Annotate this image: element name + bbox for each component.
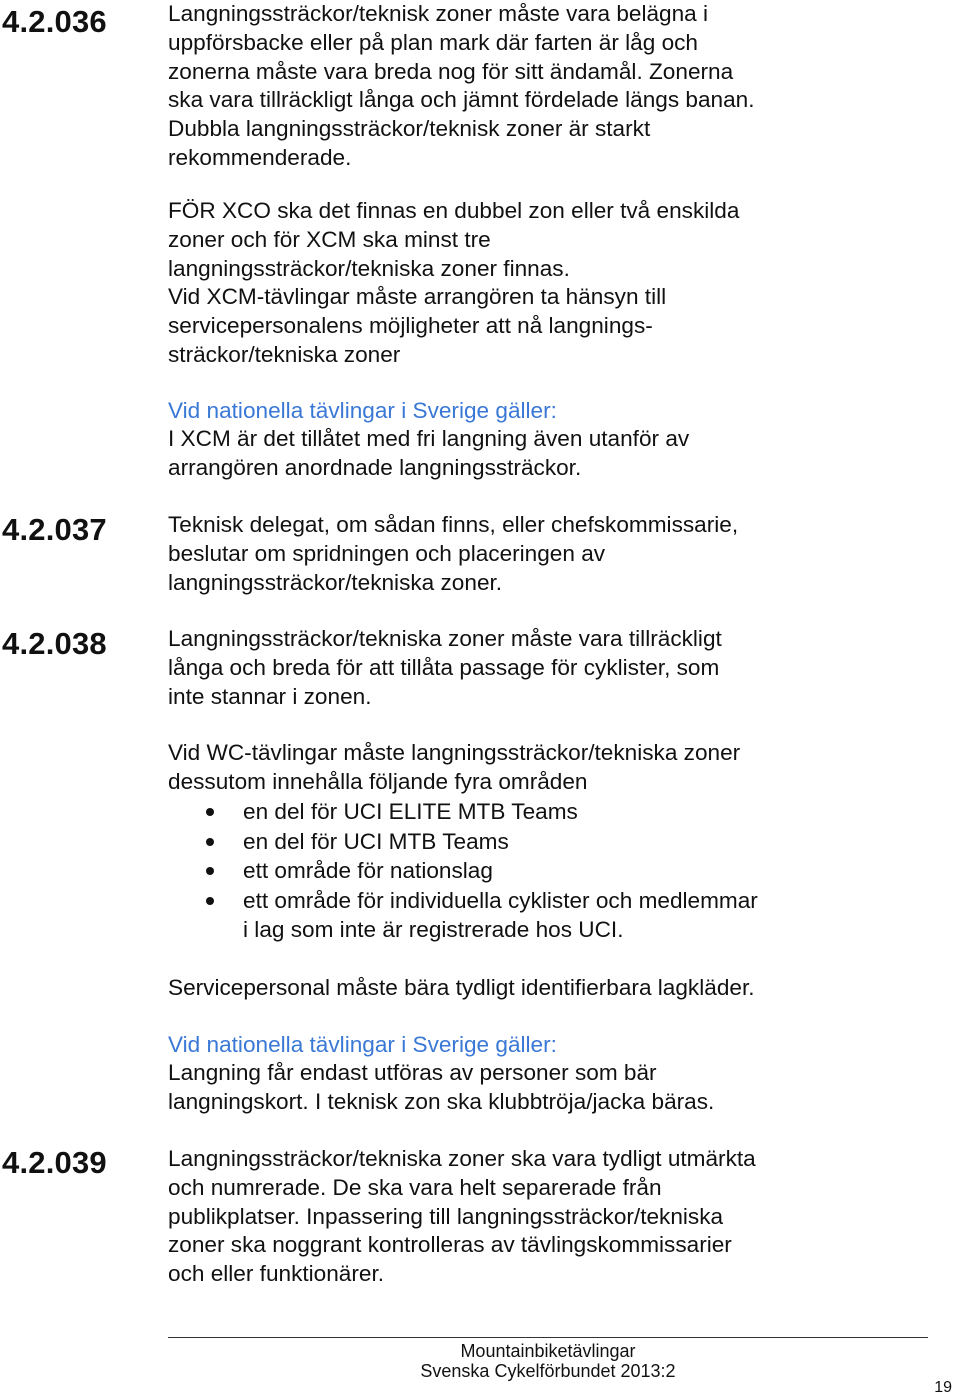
text-line: langningssträckor/tekniska zoner finnas.: [168, 255, 570, 281]
text-line: inte stannar i zonen.: [168, 683, 372, 709]
list-item: [168, 827, 868, 857]
section-number: 4.2.038: [2, 626, 107, 661]
section-number: 4.2.036: [2, 4, 107, 39]
text-line: zonerna måste vara breda nog för sitt ändamål. Zonerna: [168, 58, 734, 84]
text-line: och numrerade. De ska vara helt separerade från: [168, 1174, 662, 1200]
paragraph: [168, 1145, 868, 1289]
text-line: Servicepersonal måste bära tydligt identifierbara lagkläder.: [168, 975, 755, 1000]
text-line: Dubbla langningssträckor/teknisk zoner är starkt: [168, 116, 651, 142]
text-line: Langning får endast utföras av personer som bär: [168, 1060, 657, 1085]
text-line: arrangören anordnade langningssträckor.: [168, 454, 582, 480]
text-line: en del för UCI MTB Teams: [243, 828, 509, 854]
paragraph: [168, 197, 868, 370]
bullet-icon: [206, 808, 214, 816]
text-line: dessutom innehålla följande fyra områden: [168, 768, 588, 794]
text-line: ett område för nationslag: [243, 858, 493, 883]
national-rules-heading: Vid nationella tävlingar i Sverige gäller:: [168, 1032, 557, 1057]
text-line: zoner ska noggrant kontrolleras av tävlingskommissarier: [168, 1232, 732, 1258]
list-item: [168, 797, 868, 827]
list-item: [168, 856, 868, 886]
paragraph: [168, 739, 868, 797]
text-line: långa och breda för att tillåta passage för cyklister, som: [168, 654, 720, 680]
bullet-list: [168, 797, 868, 945]
text-line: uppförsbacke eller på plan mark där farten är låg och: [168, 29, 698, 55]
text-line: beslutar om spridningen och placeringen av: [168, 540, 606, 566]
text-line: I XCM är det tillåtet med fri langning även utanför av: [168, 426, 690, 451]
text-line: Langningssträckor/teknisk zoner måste vara belägna i: [168, 1, 709, 26]
paragraph: [168, 974, 868, 1003]
text-line: Vid WC-tävlingar måste langningssträckor/tekniska zoner: [168, 740, 741, 765]
section-number: 4.2.039: [2, 1145, 107, 1180]
footer-publisher: Svenska Cykelförbundet 2013:2: [420, 1361, 676, 1381]
footer-title: Mountainbiketävlingar: [460, 1341, 636, 1361]
bullet-icon: [206, 897, 214, 905]
text-line: Langningssträckor/tekniska zoner måste vara tillräckligt: [168, 626, 722, 651]
paragraph: [168, 1059, 868, 1117]
text-line: Teknisk delegat, om sådan finns, eller chefskommissarie,: [168, 512, 739, 537]
footer-divider: [168, 1337, 928, 1338]
section-number: 4.2.037: [2, 512, 107, 547]
text-line: langningskort. I teknisk zon ska klubbtröja/jacka bäras.: [168, 1088, 715, 1114]
paragraph: [168, 0, 868, 173]
page-number: 19: [934, 1379, 952, 1396]
national-rules-heading: Vid nationella tävlingar i Sverige gäller:: [168, 398, 557, 423]
text-line: en del för UCI ELITE MTB Teams: [243, 799, 578, 824]
text-line: publikplatser. Inpassering till langningssträckor/tekniska: [168, 1203, 724, 1229]
text-line: Langningssträckor/tekniska zoner ska vara tydligt utmärkta: [168, 1146, 756, 1171]
text-line: Vid XCM-tävlingar måste arrangören ta hänsyn till: [168, 284, 667, 310]
bullet-icon: [206, 838, 214, 846]
text-line: ska vara tillräckligt långa och jämnt fördelade längs banan.: [168, 87, 755, 113]
text-line: zoner och för XCM ska minst tre: [168, 226, 491, 252]
list-item: [168, 886, 868, 945]
paragraph: [168, 425, 868, 483]
text-line: sträckor/tekniska zoner: [168, 341, 401, 367]
text-line: och eller funktionärer.: [168, 1261, 385, 1287]
text-line: FÖR XCO ska det finnas en dubbel zon eller två enskilda: [168, 198, 740, 223]
bullet-icon: [206, 867, 214, 875]
text-line: langningssträckor/tekniska zoner.: [168, 569, 503, 595]
text-line: rekommenderade.: [168, 144, 352, 170]
text-line: ett område för individuella cyklister och medlemmar: [243, 887, 758, 913]
text-line: i lag som inte är registrerade hos UCI.: [243, 917, 624, 942]
text-line: servicepersonalens möjligheter att nå langnings-: [168, 313, 653, 339]
paragraph: [168, 625, 868, 711]
paragraph: [168, 511, 868, 597]
